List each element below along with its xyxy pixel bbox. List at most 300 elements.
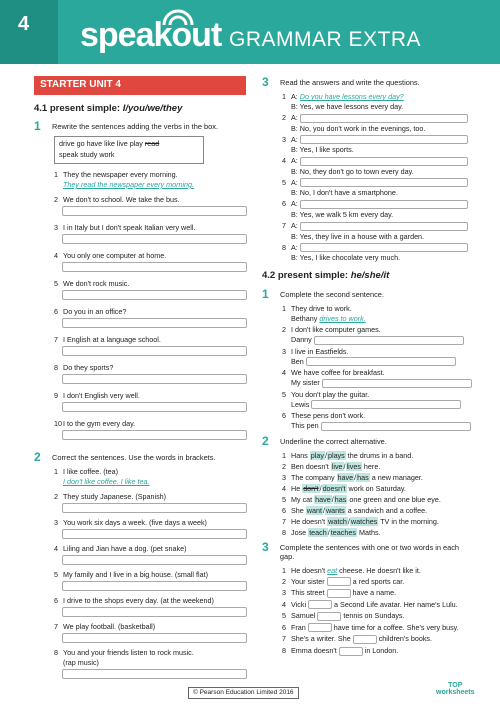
exercise-item	[282, 611, 474, 621]
item-number: 1	[54, 169, 58, 179]
page-header	[0, 0, 500, 64]
text-pre: Jose	[291, 528, 309, 537]
prompt-subject: This pen	[291, 421, 321, 431]
item-number-spacer	[282, 145, 291, 154]
struck-word: read	[144, 139, 160, 149]
item-number: 3	[282, 473, 286, 482]
item-number: 4	[282, 599, 286, 609]
item-text	[291, 495, 474, 504]
item-text: I in Italy but I don't speak Italian very well.	[63, 222, 196, 232]
item-number: 1	[282, 451, 286, 460]
gap-input[interactable]	[339, 647, 363, 656]
answer-b: B: No, I don't have a smartphone.	[291, 188, 398, 198]
item-number: 3	[54, 222, 58, 232]
answer-line[interactable]	[62, 262, 247, 272]
speakout-logo: speakout	[80, 16, 222, 54]
item-number-spacer	[54, 658, 63, 667]
exercise-number: 1	[262, 287, 269, 302]
exercise-item	[54, 492, 246, 501]
exercise-item	[54, 223, 246, 232]
text-post: Maths.	[356, 528, 381, 537]
item-number: 5	[282, 495, 286, 504]
item-number: 4	[282, 484, 286, 493]
answer-row	[282, 102, 474, 111]
text-pre: Ben doesn't	[291, 462, 331, 471]
right-column	[262, 72, 474, 658]
label-a: A:	[291, 134, 300, 144]
gap-input[interactable]	[327, 589, 351, 598]
sample-answer: Do you have lessons every day?	[299, 92, 404, 101]
option-1[interactable]: have	[337, 473, 354, 482]
exercise-3-heading	[262, 76, 474, 88]
text-post: in London.	[362, 646, 399, 656]
item-number-spacer	[282, 314, 291, 323]
item-number: 8	[282, 646, 286, 656]
exercise-item	[54, 195, 246, 204]
item-text	[291, 577, 474, 587]
exercise-item-answer	[282, 421, 474, 431]
text-pre: She	[291, 506, 306, 515]
item-number-spacer	[282, 210, 291, 219]
answer-b: B: No, they don't go to town every day.	[291, 166, 414, 176]
item-number: 6	[282, 411, 286, 421]
item-number: 8	[54, 647, 58, 657]
text-post: a Second Life avatar. Her name's Lulu.	[332, 599, 458, 609]
item-text: I to the gym every day.	[63, 418, 136, 428]
exercise-item	[282, 634, 474, 644]
answer-line[interactable]	[62, 555, 247, 565]
exercise-item	[54, 419, 246, 428]
item-number: 3	[282, 346, 286, 356]
item-number: 3	[54, 517, 58, 527]
label-a: A:	[291, 92, 300, 101]
exercise-instruction: Rewrite the sentences adding the verbs in the box.	[52, 122, 218, 132]
item-text: Liling and Jian have a dog. (pet snake)	[63, 543, 187, 553]
answer-line[interactable]	[62, 290, 247, 300]
question-a	[291, 199, 474, 209]
exercise-item	[282, 411, 474, 420]
exercise-item	[54, 307, 246, 316]
exercise-number: 2	[34, 449, 41, 464]
item-number-spacer	[282, 357, 291, 367]
text-post: cheese. He doesn't like it.	[337, 565, 421, 575]
text-post: have time for a coffee. She's very busy.	[331, 622, 459, 632]
answer-b: B: Yes, we have lessons every day.	[291, 102, 404, 111]
unit-title-bar: STARTER UNIT 4	[34, 76, 246, 95]
option-1[interactable]: have	[315, 495, 331, 504]
gap-input[interactable]	[308, 600, 332, 609]
prompt	[291, 378, 474, 388]
question-row	[282, 199, 474, 209]
item-text: They the newspaper every morning.	[63, 169, 178, 179]
item-number: 5	[282, 389, 286, 399]
exercise-item-answer	[282, 335, 474, 345]
question-row	[282, 156, 474, 166]
question-input[interactable]	[300, 200, 468, 209]
option-1[interactable]: play	[310, 451, 324, 460]
option-1[interactable]: live	[331, 462, 343, 471]
exercise-item	[282, 347, 474, 356]
item-number: 1	[282, 92, 286, 101]
question-a	[291, 113, 474, 123]
item-text	[291, 506, 474, 515]
item-text	[291, 566, 474, 575]
item-number: 2	[282, 576, 286, 586]
item-text: They drive to work.	[291, 304, 352, 314]
question-row	[282, 178, 474, 188]
item-text: I live in Eastfields.	[291, 346, 349, 356]
text-pre: She's a writer. She	[291, 634, 353, 644]
option-1[interactable]: don't	[303, 484, 319, 493]
exercise-instruction: Complete the sentences with one or two words in each gap.	[279, 543, 460, 562]
item-text: You work six days a week. (five days a week)	[63, 517, 207, 527]
text-post: a red sports car.	[350, 576, 405, 586]
exercise-item-answer	[282, 314, 474, 323]
left-column	[34, 72, 246, 684]
exercise-item	[54, 335, 246, 344]
option-1[interactable]: watch	[328, 517, 347, 526]
text-pre: This street	[291, 588, 327, 598]
item-text: We don't to school. We take the bus.	[63, 194, 180, 204]
text-pre: Emma doesn't	[291, 646, 339, 656]
prompt	[291, 357, 474, 367]
gap-input[interactable]	[327, 577, 351, 586]
item-text: You don't play the guitar.	[291, 389, 370, 399]
answer-line[interactable]	[62, 503, 247, 513]
question-input[interactable]	[300, 222, 468, 231]
question-a	[291, 92, 474, 101]
exercise-item	[54, 170, 246, 179]
exercise-instruction: Complete the second sentence.	[280, 290, 384, 300]
prompt-subject: Ben	[291, 356, 306, 366]
exercise-item	[282, 304, 474, 313]
slash: /	[324, 451, 327, 460]
item-text	[291, 451, 474, 460]
item-number-spacer	[282, 378, 291, 388]
prompt	[291, 400, 474, 410]
item-text: They study Japanese. (Spanish)	[63, 491, 167, 501]
item-text	[291, 623, 474, 633]
text-pre: My cat	[291, 495, 315, 504]
item-number: 5	[282, 177, 286, 187]
item-number: 2	[282, 113, 286, 122]
sample-answer: eat	[327, 565, 338, 575]
item-number: 4	[282, 156, 286, 166]
item-number: 5	[54, 278, 58, 288]
item-number: 4	[54, 250, 58, 260]
answer-row	[282, 124, 474, 133]
item-number: 1	[282, 304, 286, 314]
answer-line[interactable]	[62, 234, 247, 244]
item-number: 5	[282, 611, 286, 621]
answer-row	[282, 188, 474, 197]
exercise-6-heading	[262, 541, 474, 562]
question-input[interactable]	[300, 135, 468, 144]
option-2[interactable]: wants	[325, 506, 345, 515]
item-text: I don't like computer games.	[291, 325, 381, 335]
exercise-item	[54, 391, 246, 400]
question-row	[282, 135, 474, 145]
exercise-item	[282, 623, 474, 633]
item-number: 7	[54, 334, 58, 344]
answer-line[interactable]	[62, 191, 247, 192]
exercise-item	[54, 363, 246, 372]
item-number-spacer	[282, 232, 291, 241]
exercise-item	[282, 473, 474, 482]
item-text	[291, 517, 474, 526]
item-number: 6	[282, 622, 286, 632]
question-a	[291, 243, 474, 253]
item-number: 8	[54, 362, 58, 372]
answer-b: B: Yes, I like sports.	[291, 145, 354, 155]
exercise-item	[282, 462, 474, 471]
item-number: 8	[282, 242, 286, 252]
question-input[interactable]	[300, 243, 468, 252]
answer-input[interactable]	[306, 357, 456, 366]
exercise-item	[282, 495, 474, 504]
item-text: We have coffee for breakfast.	[291, 368, 385, 378]
slash: /	[343, 462, 346, 471]
item-text	[291, 462, 474, 471]
item-text	[291, 473, 474, 482]
question-input[interactable]	[300, 157, 468, 166]
option-1[interactable]: teach	[309, 528, 327, 537]
gap-input[interactable]	[353, 635, 377, 644]
exercise-number: 3	[262, 75, 269, 89]
exercise-item	[282, 528, 474, 537]
text-post: the drums in a band.	[345, 451, 414, 460]
text-pre: He doesn't	[291, 517, 328, 526]
item-text: These pens don't work.	[291, 411, 366, 421]
answer-line[interactable]	[62, 430, 247, 440]
gap-input[interactable]	[317, 612, 341, 621]
answer-input[interactable]	[314, 336, 464, 345]
item-number-spacer	[282, 421, 291, 431]
label-a: A:	[291, 177, 300, 187]
item-text: We don't rock music.	[63, 278, 130, 288]
item-number: 7	[54, 621, 58, 631]
item-text	[291, 528, 474, 537]
answer-line[interactable]	[62, 581, 247, 591]
slash: /	[327, 528, 330, 537]
option-2[interactable]: doesn't	[322, 484, 346, 493]
question-row	[282, 221, 474, 231]
slash: /	[319, 484, 322, 493]
sample-answer: I don't like coffee. I like tea.	[63, 476, 150, 486]
text-post: here.	[361, 462, 381, 471]
item-text: I don't English very well.	[63, 390, 140, 400]
slash: /	[331, 495, 334, 504]
item-text: You and your friends listen to rock music.	[63, 647, 194, 657]
answer-line[interactable]	[62, 402, 247, 412]
text-post: TV in the morning.	[378, 517, 439, 526]
item-number: 6	[54, 595, 58, 605]
item-number-spacer	[282, 188, 291, 197]
prompt-subject: Bethany	[291, 314, 320, 324]
option-2[interactable]: has	[334, 495, 347, 504]
answer-input[interactable]	[311, 400, 461, 409]
exercise-item	[282, 577, 474, 587]
question-a	[291, 156, 474, 166]
exercise-instruction: Read the answers and write the questions.	[280, 78, 420, 87]
exercise-item	[54, 279, 246, 288]
exercise-1-heading	[34, 120, 246, 132]
answer-row	[282, 145, 474, 154]
item-number: 2	[54, 194, 58, 204]
option-2[interactable]: has	[357, 473, 369, 482]
prompt	[291, 335, 474, 345]
item-number: 3	[282, 134, 286, 144]
item-text: I like coffee. (tea)	[63, 466, 118, 476]
item-text: We play football. (basketball)	[63, 621, 156, 631]
exercise-item-cont	[54, 658, 246, 667]
answer-b: B: Yes, we walk 5 km every day.	[291, 209, 394, 219]
exercise-instruction: Underline the correct alternative.	[280, 437, 387, 446]
question-row	[282, 243, 474, 253]
exercise-item	[54, 622, 246, 631]
item-text: My family and I live in a big house. (small flat)	[63, 569, 209, 579]
exercise-5-heading	[262, 435, 474, 447]
item-number: 6	[54, 306, 58, 316]
answer-line[interactable]	[62, 206, 247, 216]
sample-answer: drives to work.	[319, 314, 366, 324]
answer-line[interactable]	[62, 374, 247, 384]
exercise-number: 1	[34, 119, 41, 134]
exercise-number: 2	[262, 434, 269, 448]
answer-line[interactable]	[62, 633, 247, 643]
option-2[interactable]: teaches	[330, 528, 356, 537]
copyright-footer: © Pearson Education Limited 2016	[188, 687, 299, 699]
answer-b: B: No, you don't work in the evenings, too.	[291, 123, 426, 133]
answer-row	[282, 167, 474, 176]
item-number: 9	[54, 390, 58, 400]
item-text	[291, 600, 474, 610]
item-number: 1	[54, 466, 58, 476]
label-a: A:	[291, 113, 300, 122]
item-number: 3	[282, 588, 286, 598]
label-a: A:	[291, 156, 300, 166]
exercise-item	[54, 467, 246, 476]
item-number-spacer	[282, 400, 291, 410]
item-text	[291, 611, 474, 621]
exercise-item	[54, 570, 246, 579]
answer-input[interactable]	[322, 379, 472, 388]
item-number: 2	[282, 325, 286, 335]
text-pre: The company	[291, 473, 337, 482]
exercise-2-heading	[34, 451, 246, 463]
item-number: 6	[282, 199, 286, 209]
question-row	[282, 92, 474, 101]
exercise-item-answer	[282, 400, 474, 410]
exercise-item	[282, 325, 474, 334]
answer-line[interactable]	[62, 669, 247, 679]
item-number: 6	[282, 506, 286, 515]
item-number-spacer	[282, 167, 291, 176]
label-a: A:	[291, 220, 300, 230]
exercise-item	[54, 251, 246, 260]
item-number: 7	[282, 517, 286, 526]
item-number: 7	[282, 634, 286, 644]
question-a	[291, 135, 474, 145]
item-number: 7	[282, 220, 286, 230]
prompt-subject: Danny	[291, 335, 314, 345]
prompt-subject: My sister	[291, 378, 322, 388]
question-row	[282, 113, 474, 123]
gap-input[interactable]	[308, 623, 332, 632]
text-pre: Samuel	[291, 611, 318, 621]
answer-line[interactable]	[62, 318, 247, 328]
question-a	[291, 178, 474, 188]
item-number-spacer	[282, 124, 291, 133]
item-number: 5	[54, 569, 58, 579]
exercise-item	[282, 506, 474, 515]
text-post: have a name.	[350, 588, 397, 598]
item-text	[291, 588, 474, 598]
answer-row	[282, 232, 474, 241]
item-text	[291, 634, 474, 644]
answer-line[interactable]	[62, 346, 247, 356]
exercise-item	[282, 646, 474, 656]
exercise-item	[282, 588, 474, 598]
exercise-item	[54, 518, 246, 527]
answer-line[interactable]	[62, 607, 247, 617]
label-a: A:	[291, 242, 300, 252]
unit-number: 4	[18, 13, 30, 35]
exercise-item-answer	[282, 378, 474, 388]
exercise-item	[282, 451, 474, 460]
item-text	[291, 646, 474, 656]
topworksheets-logo: TOP worksheets	[436, 682, 475, 697]
text-pre: Fran	[291, 622, 308, 632]
header-title: GRAMMAR EXTRA	[229, 28, 422, 51]
slash: /	[322, 506, 325, 515]
item-text: Do they sports?	[63, 362, 114, 372]
exercise-item	[282, 600, 474, 610]
option-2[interactable]: watches	[350, 517, 378, 526]
question-input[interactable]	[300, 114, 468, 123]
sample-answer: They read the newspaper every morning.	[63, 179, 195, 189]
item-number-spacer	[282, 102, 291, 111]
item-text	[291, 484, 474, 493]
answer-line[interactable]	[62, 529, 247, 539]
prompt	[291, 421, 474, 431]
option-2[interactable]: lives	[346, 462, 361, 471]
answer-input[interactable]	[321, 422, 471, 431]
exercise-instruction: Correct the sentences. Use the words in brackets.	[52, 452, 216, 462]
item-text: You only one computer at home.	[63, 250, 167, 260]
item-number: 10	[54, 418, 62, 428]
exercise-item	[282, 484, 474, 493]
text-pre: He doesn't	[291, 565, 328, 575]
exercise-4-heading	[262, 288, 474, 300]
prompt	[291, 314, 474, 323]
text-post: tennis on Sundays.	[341, 611, 405, 621]
option-2[interactable]: plays	[327, 451, 345, 460]
word-box: drive go have like live play read speak study work	[54, 136, 204, 164]
exercise-item	[54, 544, 246, 553]
text-pre: Hans	[291, 451, 310, 460]
option-1[interactable]: want	[306, 506, 322, 515]
item-number: 4	[282, 368, 286, 378]
section-title: 4.1 present simple: I/you/we/they	[34, 102, 183, 114]
text-pre: He	[291, 484, 303, 493]
item-text: I drive to the shops every day. (at the weekend)	[63, 595, 214, 605]
question-input[interactable]	[300, 178, 468, 187]
exercise-number: 3	[262, 540, 269, 554]
exercise-item	[282, 566, 474, 575]
text-pre: Vicki	[291, 599, 309, 609]
text-post: work on Saturday.	[346, 484, 406, 493]
